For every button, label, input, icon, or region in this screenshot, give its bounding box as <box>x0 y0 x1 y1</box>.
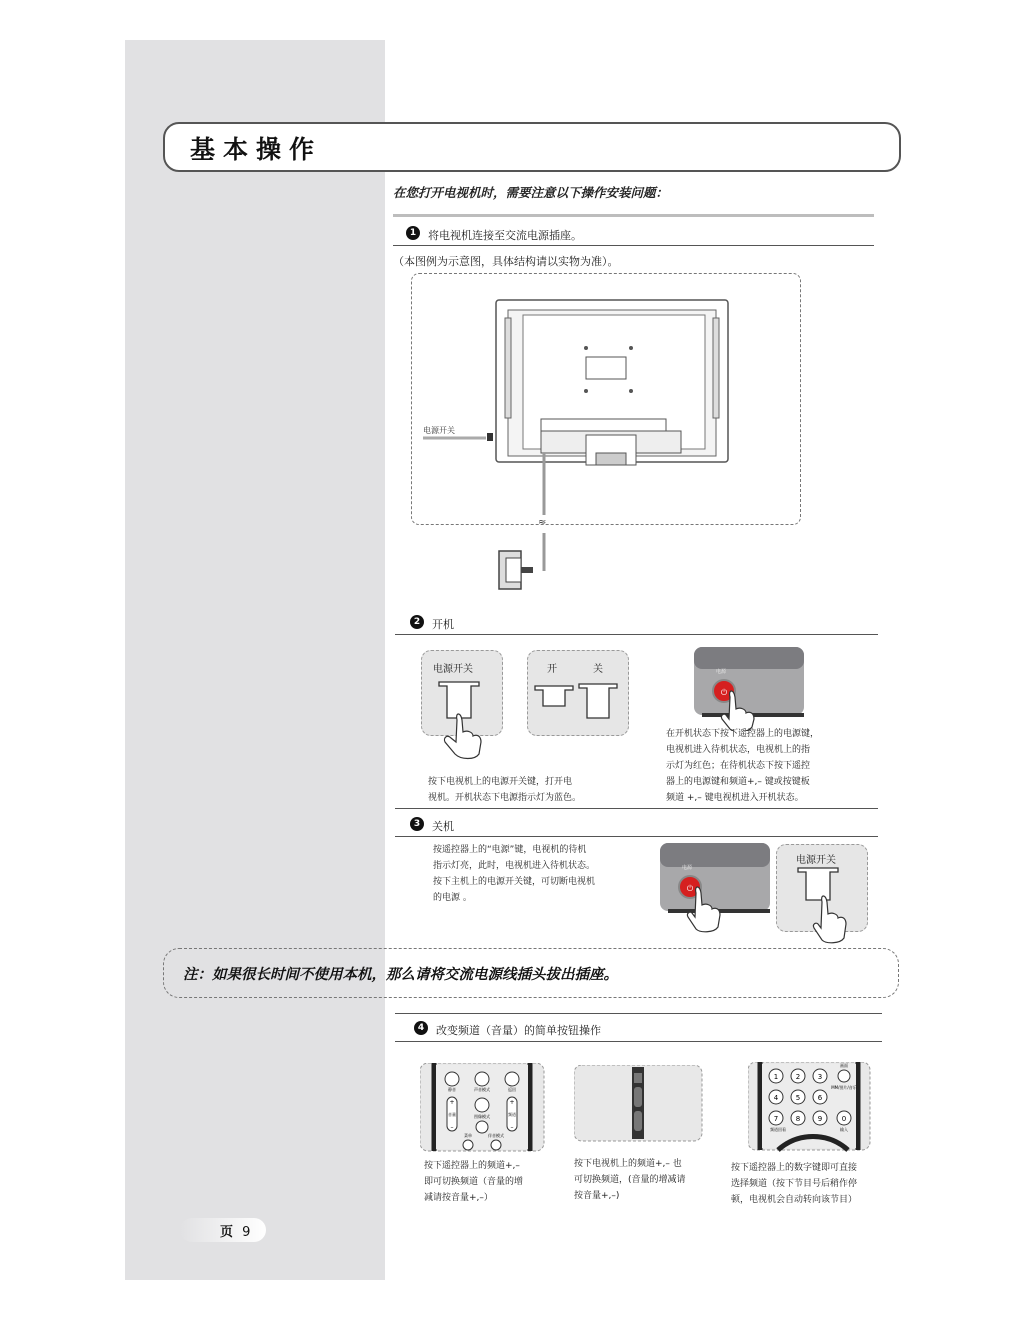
numpad-label-picture: 画面 <box>840 1063 848 1068</box>
svg-text:4: 4 <box>773 1094 779 1102</box>
power-switch-tile-label: 电源开关 <box>433 664 473 675</box>
step-2-caption-left: 按下电视机上的电源开关键，打开电 视机。开机状态下电源指示灯为蓝色。 <box>428 777 582 803</box>
tv-back-illustration <box>411 273 811 603</box>
remote-volume-channel-illustration <box>420 1063 546 1153</box>
power-switch-callout: 电源开关 <box>423 426 455 435</box>
step-4-caption-tv: 按下电视机上的频道+,– 也 可切换频道，(音量的增减请 按音量+,–) <box>574 1159 686 1201</box>
remote-label-sound-mode: 声音模式 <box>474 1087 490 1092</box>
on-label: 开 <box>547 664 557 675</box>
power-switch-off-press-icon <box>776 844 866 956</box>
svg-text:9: 9 <box>817 1115 823 1123</box>
svg-text:8: 8 <box>795 1115 801 1123</box>
svg-text:0: 0 <box>841 1115 847 1123</box>
remote-label-return: 返回 <box>508 1087 516 1092</box>
remote-label-picture-mode: 图像模式 <box>474 1114 490 1119</box>
divider <box>393 214 874 217</box>
remote-standby-press-icon <box>660 843 772 935</box>
step-1-label: 将电视机连接至交流电源插座。 <box>428 229 582 242</box>
svg-text:2: 2 <box>795 1073 801 1081</box>
remote-standby-label: 电源 <box>682 865 693 871</box>
remote-power-press-icon <box>694 647 806 731</box>
step-2-label: 开机 <box>432 618 454 631</box>
svg-text:6: 6 <box>817 1094 823 1102</box>
off-label: 关 <box>593 664 603 675</box>
svg-text:7: 7 <box>773 1115 779 1123</box>
step-1-note: （本图例为示意图，具体结构请以实物为准）。 <box>393 255 619 268</box>
svg-text:≈: ≈ <box>538 517 547 528</box>
divider <box>393 245 874 246</box>
page-title: 基本操作 <box>190 135 323 164</box>
divider <box>395 1041 882 1042</box>
step-4-label: 改变频道（音量）的简单按钮操作 <box>436 1024 601 1037</box>
step-4-caption-remote: 按下遥控器上的频道+,– 即可切换频道（音量的增 减请按音量+,–） <box>424 1161 524 1203</box>
divider <box>395 836 878 837</box>
remote-numpad-illustration <box>748 1062 872 1152</box>
tv-side-buttons-illustration <box>574 1065 704 1145</box>
svg-text:1: 1 <box>773 1073 779 1081</box>
remote-label-menu: 菜单 <box>464 1133 472 1138</box>
divider <box>395 634 878 635</box>
remote-power-label: 电源 <box>716 669 727 675</box>
step-1-number: 1 <box>406 226 420 240</box>
svg-text:–: – <box>510 1124 514 1131</box>
divider <box>395 1013 882 1014</box>
step-2-caption-right: 在开机状态下按下遥控器上的电源键， 电视机进入待机状态，电视机上的指 示灯为红色；在待机状态下按下遥控 器上的电源键和频道+,– 键或按键板 频道 +,– 键电视机进入开机状态。 <box>666 729 820 803</box>
svg-text:⏻: ⏻ <box>686 884 694 893</box>
page-number: 页 9 <box>220 1225 251 1240</box>
note-text: 注：如果很长时间不使用本机，那么请将交流电源线插头拔出插座。 <box>183 966 618 983</box>
sidebar-panel <box>125 40 385 1280</box>
switch-states-icon <box>527 650 627 734</box>
power-switch-press-icon <box>421 650 501 760</box>
step-4-caption-numpad: 按下遥控器上的数字键即可直接 选择频道（按下节目号后稍作停 顿，电视机会自动转向该节目） <box>731 1163 858 1205</box>
step-4-number: 4 <box>414 1021 428 1035</box>
step-3-number: 3 <box>410 817 424 831</box>
svg-text:–: – <box>450 1124 454 1131</box>
svg-text:5: 5 <box>795 1094 801 1102</box>
remote-label-mute: 静音 <box>448 1087 456 1092</box>
intro-text: 在您打开电视机时，需要注意以下操作安装问题： <box>393 185 669 200</box>
numpad-label-input: 输入 <box>840 1127 848 1132</box>
step-3-caption: 按遥控器上的“电源”键，电视机的待机 指示灯亮，此时，电视机进入待机状态。 按下主机上的电源开关键，可切断电视机 的电源 。 <box>433 845 596 903</box>
step-2-number: 2 <box>410 615 424 629</box>
svg-text:⏻: ⏻ <box>720 688 728 697</box>
remote-label-audio-mode: 伴音模式 <box>488 1133 504 1138</box>
remote-label-volume: 音量 <box>448 1112 456 1117</box>
power-switch-off-label: 电源开关 <box>796 855 836 866</box>
step-3-label: 关机 <box>432 820 454 833</box>
divider <box>395 808 878 809</box>
svg-text:3: 3 <box>817 1073 823 1081</box>
numpad-label-recall: 频道回看 <box>770 1127 786 1132</box>
numpad-label-media: MM/图片/音乐 <box>831 1085 857 1090</box>
svg-text:+: + <box>449 1099 455 1106</box>
svg-text:+: + <box>509 1099 515 1106</box>
remote-label-channel: 频道 <box>508 1112 516 1117</box>
